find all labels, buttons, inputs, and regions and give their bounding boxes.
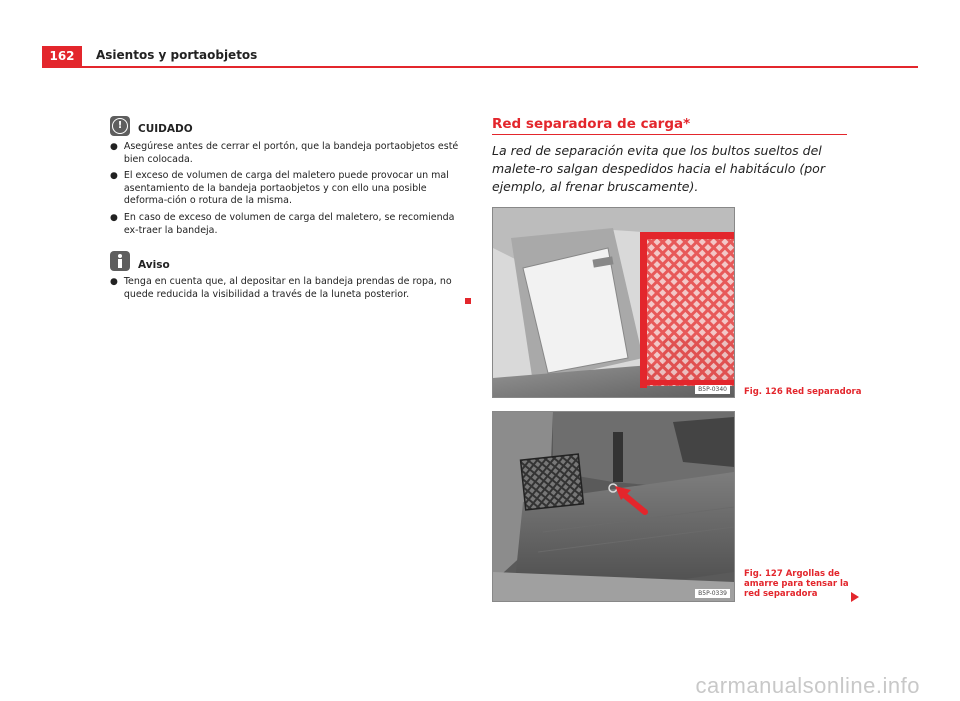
caution-item xyxy=(110,170,462,208)
trunk-illustration xyxy=(493,412,734,601)
figure-caption: Fig. 126 Red separadora xyxy=(744,387,862,397)
footer xyxy=(0,670,960,701)
left-column xyxy=(110,116,462,305)
bullet-icon: ● xyxy=(110,277,118,288)
chapter-title: Asientos y portaobjetos xyxy=(96,48,258,62)
caution-label: CUIDADO xyxy=(138,123,193,136)
warning-icon: ! xyxy=(110,116,130,136)
bullet-icon: ● xyxy=(110,171,118,182)
section-intro: La red de separación evita que los bultos sueltos del malete-ro salgan despedidos hacia el habitáculo (por ejemplo, al frenar bruscamente). xyxy=(492,143,825,194)
section-rule xyxy=(492,134,847,135)
figure-code: B5P-0339 xyxy=(695,589,730,598)
figure-anchoring-rings xyxy=(492,411,735,602)
figure-cargo-net xyxy=(492,207,735,398)
caution-item-text: El exceso de volumen de carga del maletero puede provocar un mal asentamiento de la bandeja portaobjetos y con ello una posible deforma-ción o rotura de la misma. xyxy=(123,170,449,207)
note-heading xyxy=(110,251,462,271)
caution-item-text: Asegúrese antes de cerrar el portón, que la bandeja portaobjetos esté bien colocada. xyxy=(123,141,459,165)
note-item-text: Tenga en cuenta que, al depositar en la bandeja prendas de ropa, no quede reducida la visibilidad a través de la luneta posterior. xyxy=(123,276,452,300)
watermark: carmanualsonline.info xyxy=(695,672,920,698)
section-title: Red separadora de carga* xyxy=(492,116,691,132)
info-icon xyxy=(110,251,130,271)
figure-code: B5P-0340 xyxy=(695,385,730,394)
bullet-icon: ● xyxy=(110,212,118,223)
page-number: 162 xyxy=(42,46,82,66)
note-item xyxy=(110,276,462,301)
note-label: Aviso xyxy=(138,258,170,271)
bullet-icon: ● xyxy=(110,142,118,152)
caution-item-text: En caso de exceso de volumen de carga del maletero, se recomienda ex-traer la bandeja. xyxy=(123,211,455,236)
cargo-net-illustration xyxy=(493,208,734,397)
header-rule xyxy=(42,66,918,68)
figure-caption: Fig. 127 Argollas de amarre para tensar la red separadora xyxy=(744,569,849,599)
section-end-marker xyxy=(465,298,471,304)
caution-heading xyxy=(110,116,462,136)
continue-arrow-icon xyxy=(851,592,859,602)
caution-item xyxy=(110,212,462,237)
caution-item xyxy=(110,141,462,166)
